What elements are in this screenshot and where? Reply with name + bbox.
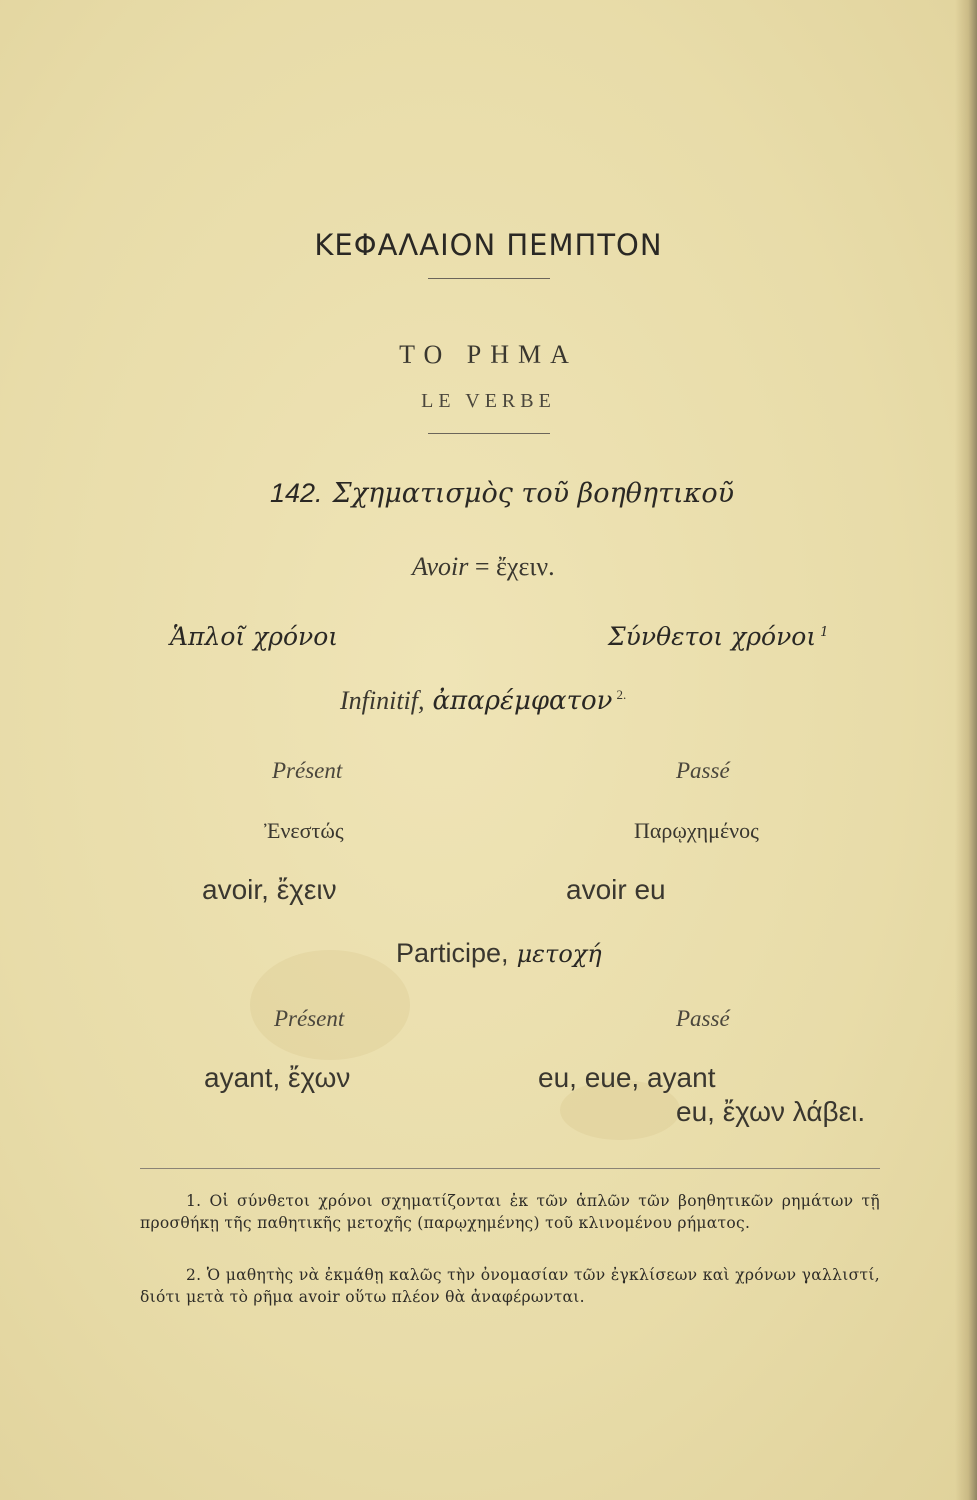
participle-heading: [396, 938, 602, 969]
simple-tenses-heading: Ἁπλοῖ χρόνοι: [170, 622, 339, 651]
paper-stain: [250, 950, 410, 1060]
page-edge-shadow: [955, 0, 977, 1500]
footnote-divider: [140, 1168, 880, 1169]
section-heading: [270, 478, 734, 509]
participle-label: Participe,: [396, 938, 509, 968]
auxiliary-definition: [412, 552, 555, 582]
section-number: 142.: [270, 478, 323, 508]
chapter-title: ΚΕΦΑΛΑΙΟΝ ΠΕΜΠΤΟΝ: [314, 228, 663, 262]
auxiliary-french: Avoir: [412, 552, 469, 581]
infinitive-present-label: Présent: [272, 758, 343, 783]
participle-present-label: Présent: [274, 1006, 345, 1031]
infinitive-passe-greek: Παρῳχημένος: [634, 818, 759, 843]
infinitive-heading: [340, 686, 626, 716]
compound-tenses-heading: [608, 622, 828, 651]
infinitive-passe-form: avoir eu: [566, 874, 666, 905]
participle-present-form: ayant, ἔχων: [204, 1062, 351, 1093]
footnote-ref-2: 2.: [616, 687, 627, 703]
infinitive-greek: ἀπαρέμφατον: [432, 686, 613, 716]
heading-divider: [428, 433, 550, 434]
infinitive-label: Infinitif,: [340, 686, 425, 715]
participle-passe-label: Passé: [676, 1006, 730, 1031]
title-divider: [428, 278, 550, 279]
participle-passe-form-line1: eu, eue, ayant: [538, 1062, 716, 1093]
infinitive-passe-label: Passé: [676, 758, 730, 783]
participle-greek: μετοχή: [516, 940, 602, 968]
verb-heading-greek: ΤΟ ΡΗΜΑ: [399, 340, 578, 369]
footnote-2: 2. Ὁ μαθητὴς νὰ ἐκμάθῃ καλῶς τὴν ὀνομασίαν τῶν ἐγκλίσεων καὶ χρόνων γαλλιστί, διότι μετὰ τὸ ρῆμα avoir οὕτω πλέον θὰ ἀναφέρωνται.: [140, 1266, 880, 1306]
footnote-ref-1: 1: [820, 624, 829, 640]
infinitive-present-greek: Ἐνεστώς: [264, 818, 344, 843]
footnote-1: 1. Οἱ σύνθετοι χρόνοι σχηματίζονται ἐκ τῶν ἁπλῶν τῶν βοηθητικῶν ρημάτων τῇ προσθήκῃ τῆς παθητικῆς μετοχῆς (παρῳχημένης) τοῦ κλινομένου ρήματος.: [140, 1192, 880, 1232]
auxiliary-greek: ἔχειν.: [496, 552, 555, 581]
compound-tenses-label: Σύνθετοι χρόνοι: [608, 622, 817, 651]
participle-passe-form-line2: eu, ἔχων λάβει.: [676, 1096, 866, 1127]
infinitive-present-form: avoir, ἔχειν: [202, 874, 337, 905]
verb-heading-french: LE VERBE: [421, 390, 556, 412]
equals-sign: =: [474, 552, 490, 581]
section-title: Σχηματισμὸς τοῦ βοηθητικοῦ: [332, 478, 734, 509]
